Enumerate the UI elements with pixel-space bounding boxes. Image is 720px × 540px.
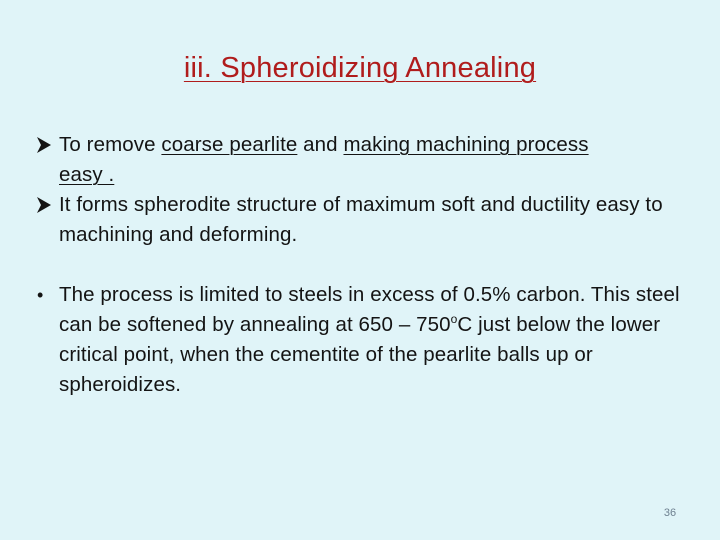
arrow-item-1-line2: easy . (59, 163, 115, 186)
slide-body (35, 130, 700, 400)
arrow-bullet-item-1 (35, 130, 700, 190)
bullet-dot-icon: • (37, 285, 44, 305)
bullet-item (35, 280, 700, 400)
bullet-item-text-1: The process is limited to steels in excess of 0.5% carbon. This steel can be softened by annealing at 650 – 750 (59, 283, 680, 336)
bullet-item-text-2: C just below the lower critical point, when the cementite of the pearlite balls up or spheroidizes. (59, 313, 661, 396)
arrow-item-1-underlined-1: coarse pearlite (161, 133, 298, 156)
arrow-item-1-underlined-2: making machining process (343, 133, 589, 156)
arrow-item-2-text: It forms spherodite structure of maximum soft and ductility easy to machining and deforming. (59, 193, 663, 246)
arrow-item-1-mid: and (297, 133, 344, 156)
slide-title: iii. Spheroidizing Annealing (183, 52, 537, 84)
degree-superscript: o (450, 312, 458, 326)
arrow-bullet-item-2 (35, 190, 700, 250)
arrow-item-1-pre: To remove (59, 133, 162, 156)
page-number: 36 (663, 507, 677, 519)
